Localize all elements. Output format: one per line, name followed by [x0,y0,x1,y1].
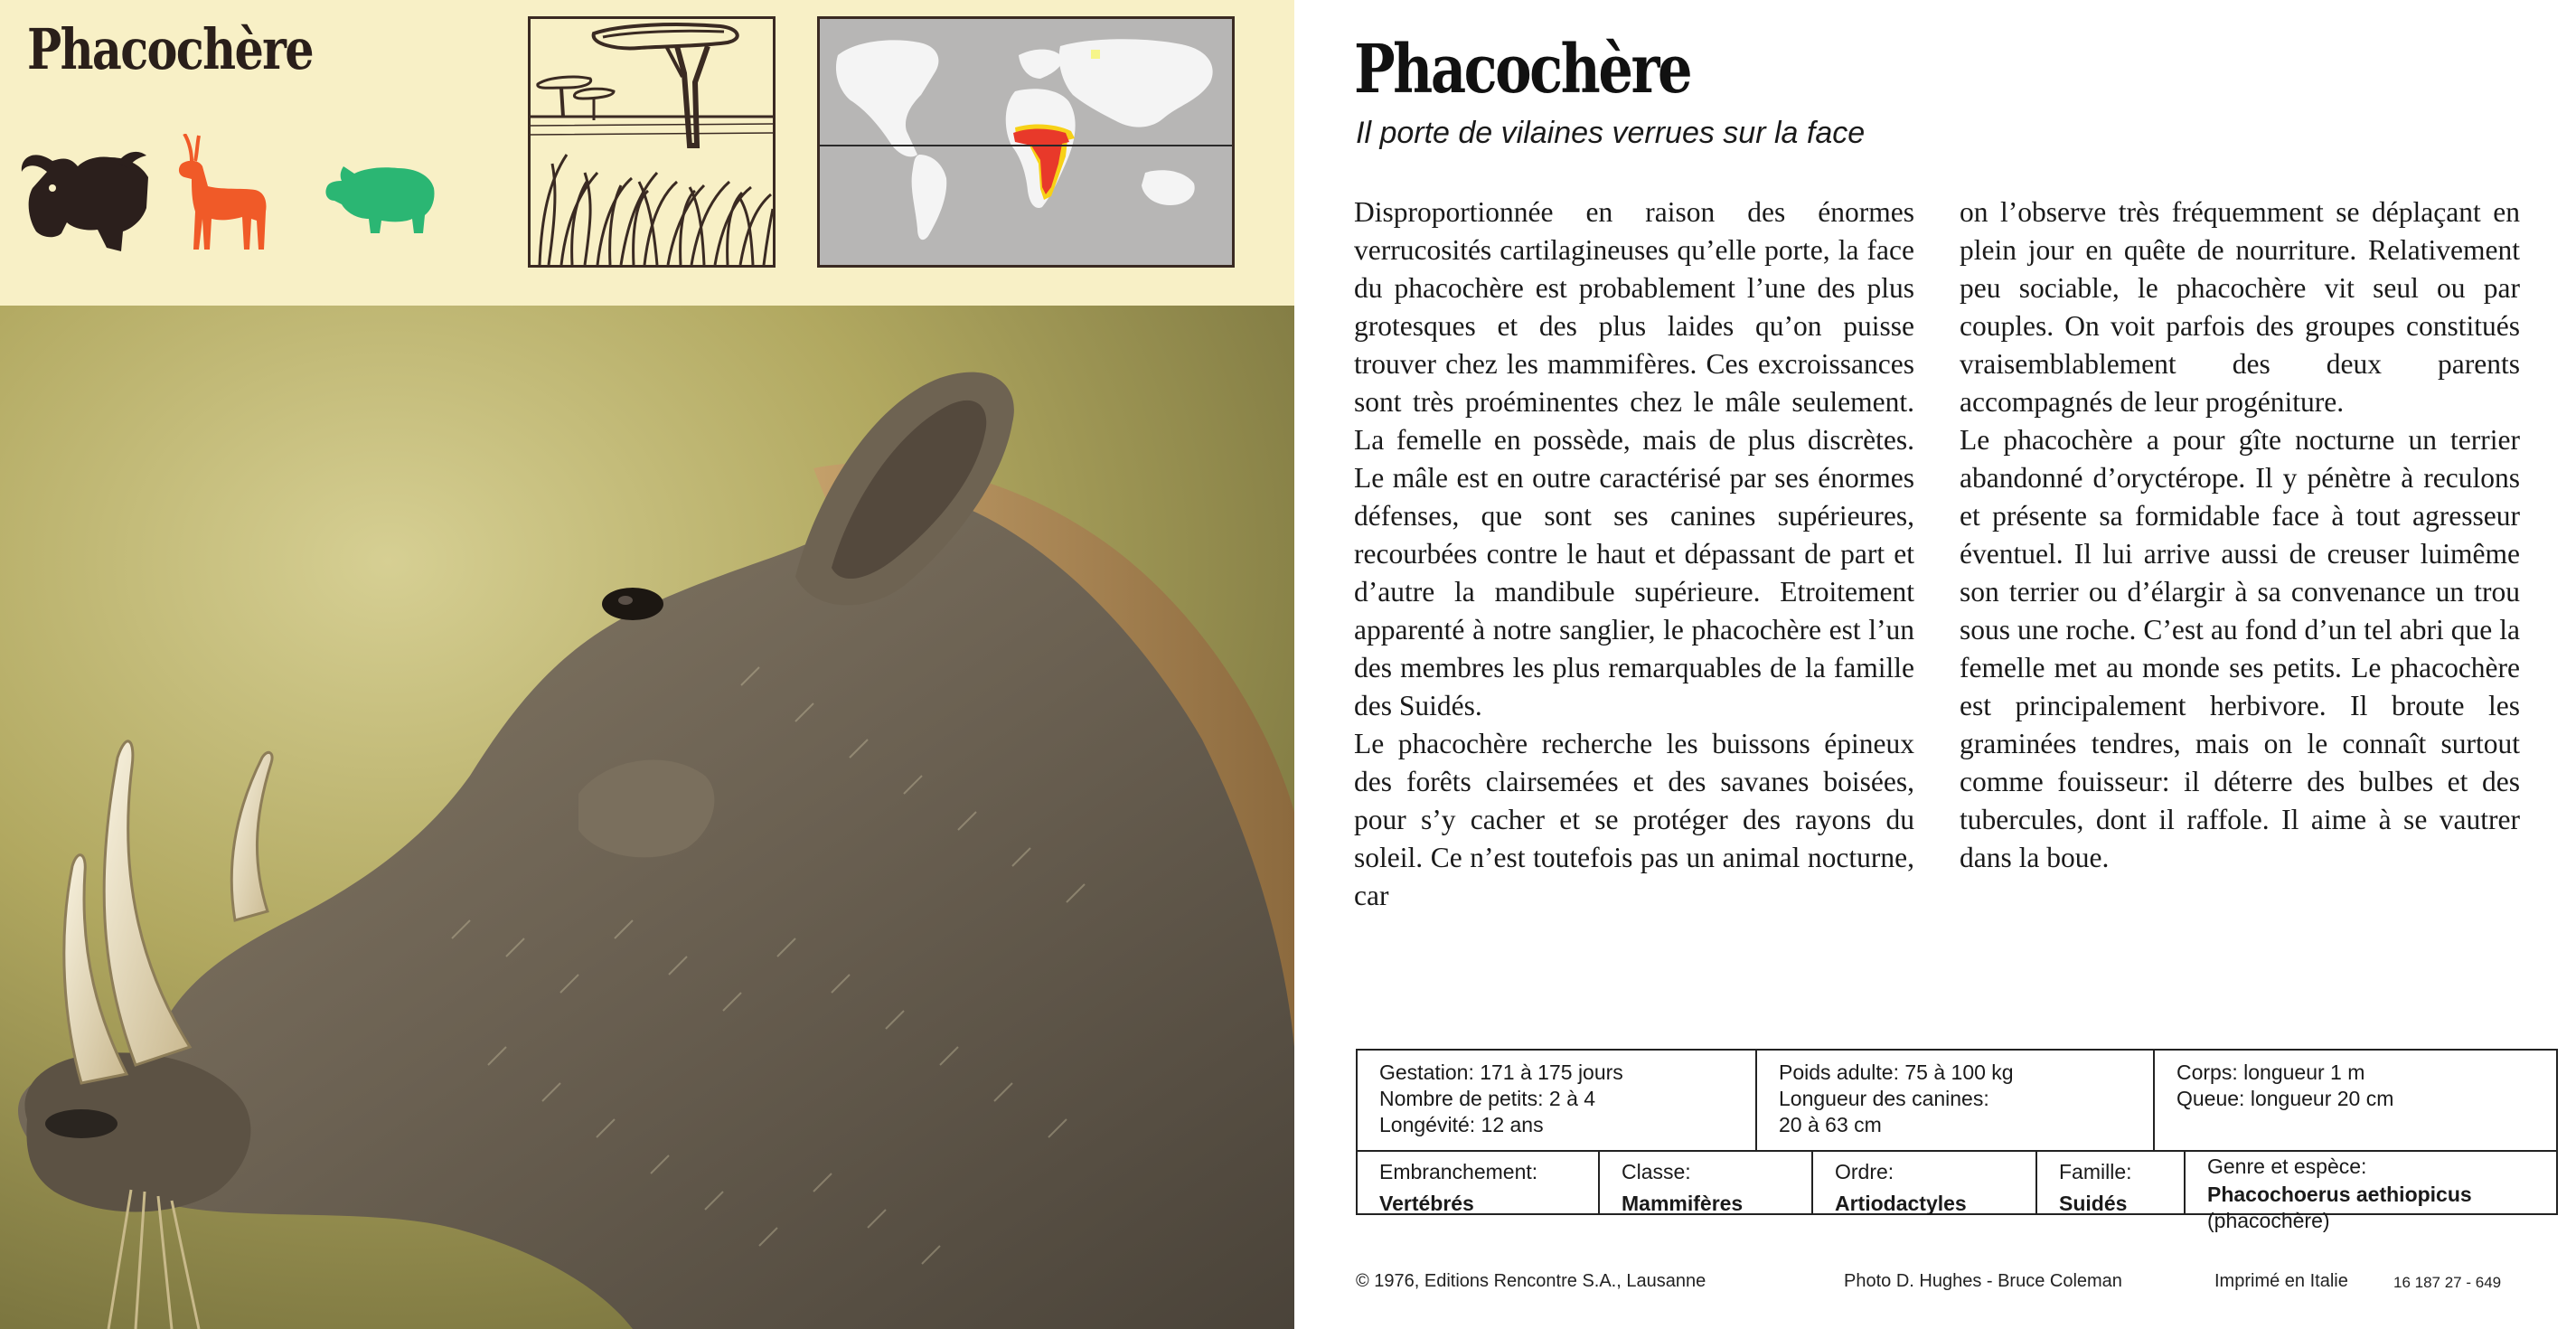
facts-cell-reproduction [1358,1051,1755,1150]
distribution-map [817,16,1235,268]
weight-text: Poids adulte: 75 à 100 kg [1779,1060,2014,1084]
taxonomy-label: Embranchement: [1379,1160,1538,1183]
canines-label: Longueur des canines: [1779,1087,1989,1110]
buffalo-icon [16,145,154,259]
litter-size-text: Nombre de petits: 2 à 4 [1379,1087,1596,1110]
page-subtitle: Il porte de vilaines verrues sur la face [1356,116,1866,150]
canines-value: 20 à 63 cm [1779,1113,1882,1136]
taxonomy-label: Genre et espèce: [2207,1155,2367,1178]
taxonomy-value: Vertébrés [1379,1192,1474,1215]
facts-row-measurements [1358,1051,2556,1152]
facts-row-taxonomy [1358,1152,2556,1232]
taxonomy-label: Classe: [1622,1160,1691,1183]
body-length-text: Corps: longueur 1 m [2176,1060,2365,1084]
warthog-photo [0,306,1294,1329]
page-title: Phacochère [1354,31,1691,108]
taxonomy-cell-species [2184,1152,2556,1232]
gestation-text: Gestation: 171 à 175 jours [1379,1060,1623,1084]
longevity-text: Longévité: 12 ans [1379,1113,1544,1136]
taxonomy-cell-class [1598,1152,1811,1215]
photo-credit: Photo D. Hughes - Bruce Coleman [1844,1271,2122,1291]
species-common-name: (phacochère) [2207,1209,2330,1232]
taxonomy-label: Famille: [2059,1160,2132,1183]
tail-length-text: Queue: longueur 20 cm [2176,1087,2394,1110]
taxonomy-label: Ordre: [1835,1160,1894,1183]
facts-cell-weight [1755,1051,2153,1150]
taxonomy-cell-phylum [1358,1152,1598,1215]
taxonomy-value: Artiodactyles [1835,1192,1967,1215]
warthog-icon [322,159,437,235]
print-info: Imprimé en Italie [2214,1271,2348,1291]
animal-card-back [1302,0,2576,1329]
text-column-1 [1354,193,1914,915]
taxonomy-value: Phacochoerus aethiopicus [2207,1183,2472,1206]
card-header [0,0,1294,306]
taxonomy-value: Suidés [2059,1192,2128,1215]
card-footer [1356,1271,2567,1298]
taxonomy-cell-order [1811,1152,2035,1215]
paragraph: on l’observe très fréquemment se déplaçant en plein jour en quête de nourriture. Relativement peu sociable, le phacochère vit seul ou par couples. On voit parfois des groupes constitués vraisemblablement des deux parents accompagnés de leur progéniture. [1960,196,2520,418]
taxonomy-value: Mammifères [1622,1192,1744,1215]
text-column-2 [1960,193,2520,877]
paragraph: Disproportionnée en raison des énormes verrucosités cartilagineuses qu’elle porte, la face du phacochère est probablement l’une des plus grotesques et des plus laides qu’on puisse trouver chez les mammifères. Ces excroissances sont très proéminentes chez le mâle seulement. La femelle en possède, mais de plus discrètes. Le mâle est en outre caractérisé par ses énormes défenses, que sont ses canines supérieures, recourbées contre le haut et dépassant de part et d’autre la mandibule supérieure. Etroitement apparenté à notre sanglier, le phacochère est l’un des membres les plus remarquables de la famille des Suidés. [1354,196,1914,721]
copyright-text: © 1976, Editions Rencontre S.A., Lausanne [1356,1271,1706,1291]
paragraph: Le phacochère recherche les buissons épineux des forêts clairsemées et des savanes boisées, pour s’y cacher et se protéger des rayons du soleil. Ce n’est toutefois pas un animal nocturne, car [1354,728,1914,911]
paragraph: Le phacochère a pour gîte nocturne un terrier abandonné d’oryctérope. Il y pénètre à reculons et présente sa formidable face à tout agresseur éventuel. Il lui arrive aussi de creuser luimême son terrier ou d’élargir à sa convenance un trou sous une roche. C’est au fond d’un tel abri que la femelle met au monde ses petits. Le phacochère est principalement herbivore. Il broute les graminées tendres, mais on le connaît surtout comme fouisseur: il déterre des bulbes et des tubercules, dont il raffole. Il aime à se vautrer dans la boue. [1960,424,2520,873]
card-title: Phacochère [27,16,314,82]
facts-table [1356,1049,2558,1232]
facts-cell-size [2153,1051,2556,1150]
antelope-icon [172,134,271,253]
taxonomy-cell-family [2035,1152,2184,1215]
habitat-savanna-icon [528,16,776,268]
card-code: 16 187 27 - 649 [2393,1274,2502,1291]
